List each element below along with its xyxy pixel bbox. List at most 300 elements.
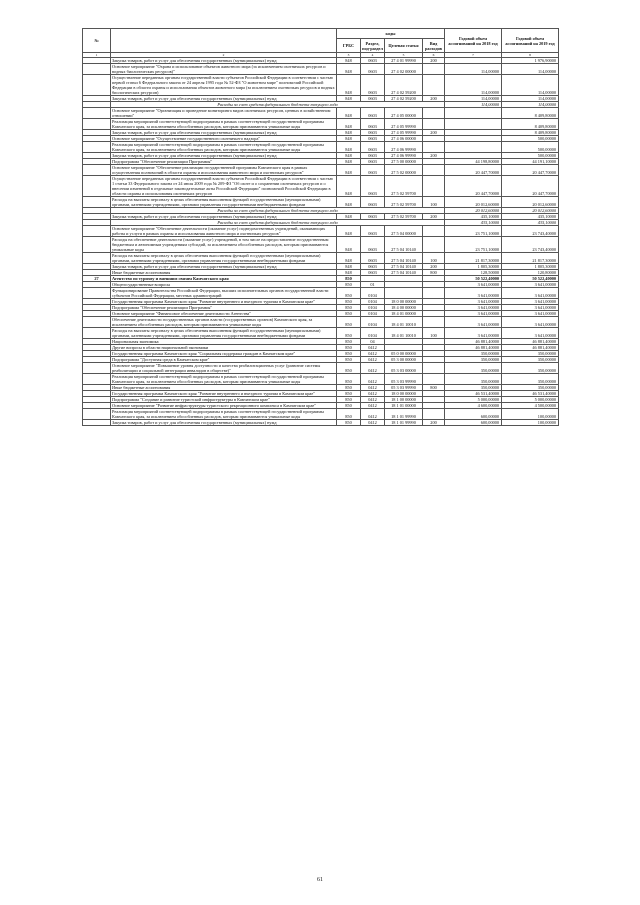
cell-year-2019: 20 447,70000 xyxy=(502,176,559,197)
table-row xyxy=(83,64,559,75)
cell-name: Государственная программа Камчатского края "Развитие внутреннего и въездного туризма в Камчатском крае" xyxy=(111,299,337,305)
column-index: 2 xyxy=(111,53,337,58)
cell-grbs: 848 xyxy=(337,264,361,270)
cell-csr: 27 4 05 99990 xyxy=(385,130,423,136)
cell-razdel: 0603 xyxy=(361,214,385,220)
cell-csr: 27 5 04 10140 xyxy=(385,237,423,253)
cell-year-2019: 46 881,40000 xyxy=(502,339,559,345)
cell-name: Государственная программа Камчатского края "Социальная поддержка граждан в Камчатском крае" xyxy=(111,351,337,357)
cell-grbs: 848 xyxy=(337,136,361,142)
cell-vr: 100 xyxy=(423,253,445,264)
cell-razdel: 0412 xyxy=(361,403,385,409)
cell-name: Закупка товаров, работ и услуг для обеспечения государственных (муниципальных) нужд xyxy=(111,96,337,102)
cell-year-2019: 44 191,10000 xyxy=(502,159,559,165)
cell-grbs: 848 xyxy=(337,176,361,197)
cell-razdel: 0603 xyxy=(361,226,385,237)
cell-year-2018: 600,00000 xyxy=(445,420,502,426)
cell-grbs: 850 xyxy=(337,374,361,385)
cell-year-2019: 500,00000 xyxy=(502,142,559,153)
cell-year-2018: 3 641,00000 xyxy=(445,328,502,339)
cell-vr xyxy=(423,75,445,96)
cell-grbs: 848 xyxy=(337,96,361,102)
cell-source-note: Расходы за счет средств федерального бюджета текущего года xyxy=(111,208,445,214)
cell-num xyxy=(83,409,111,420)
table-row xyxy=(83,317,559,328)
cell-name: Основное мероприятие "Охрана и использование объектов животного мира (за исключением охотничьих ресурсов и водных биологических ресурсов)" xyxy=(111,64,337,75)
cell-year-2018: 350,00000 xyxy=(445,351,502,357)
cell-name: Другие вопросы в области национальной экономики xyxy=(111,345,337,351)
cell-year-2019: 120,80000 xyxy=(502,270,559,276)
cell-year-2019: 46 531,40000 xyxy=(502,391,559,397)
header-name xyxy=(111,29,337,53)
cell-year-2018: 350,00000 xyxy=(445,357,502,363)
cell-vr: 800 xyxy=(423,385,445,391)
cell-vr: 200 xyxy=(423,58,445,64)
cell-year-2018: 3 641,00000 xyxy=(445,282,502,288)
cell-csr: 05 3 03 99990 xyxy=(385,374,423,385)
cell-num xyxy=(83,317,111,328)
cell-year-2019: 350,00000 xyxy=(502,374,559,385)
cell-name: Агентство по туризму и внешним связям Камчатского края xyxy=(111,276,337,282)
cell-year-2019: 3 641,00000 xyxy=(502,288,559,299)
cell-year-2018: 3 641,00000 xyxy=(445,299,502,305)
cell-grbs: 850 xyxy=(337,276,361,282)
cell-grbs: 848 xyxy=(337,142,361,153)
cell-year-2018: 44 198,80000 xyxy=(445,159,502,165)
cell-year-2019: 435,10000 xyxy=(502,214,559,220)
cell-name: Осуществление переданных органам государственной власти субъектов Российской Федерации в соответствии с частью первой статьи 6 Федерального закона от 24 апреля 1995 года № 52-ФЗ "О животном мире" полномочий Российской Федерации в области охраны и использования объектов животного мира (за исключением охотничьих ресурсов и водных биологических ресурсов) xyxy=(112,75,335,95)
cell-grbs: 848 xyxy=(337,64,361,75)
column-index: 6 xyxy=(423,53,445,58)
cell-razdel: 0104 xyxy=(361,317,385,328)
cell-year-2018: 114,00000 xyxy=(445,102,502,108)
cell-grbs: 850 xyxy=(337,391,361,397)
cell-year-2019: 3 641,00000 xyxy=(502,299,559,305)
cell-grbs: 848 xyxy=(337,270,361,276)
cell-razdel: 0412 xyxy=(361,420,385,426)
cell-year-2018: 114,00000 xyxy=(445,64,502,75)
cell-razdel: 01 xyxy=(361,282,385,288)
cell-year-2019: 1 805,30000 xyxy=(502,264,559,270)
cell-name: Реализация мероприятий соответствующей подпрограммы в рамках соответствующей государственной программы Камчатского края, за исключением обособленных расходов, которым присваиваются уникальные коды xyxy=(111,374,337,385)
cell-grbs: 850 xyxy=(337,363,361,374)
cell-year-2019: 3 641,00000 xyxy=(502,282,559,288)
cell-year-2019: 3 641,00000 xyxy=(502,317,559,328)
cell-name: Основное мероприятие "Повышение уровня доступности и качества реабилитационных услуг (развитие системы реабилитации и социальной интеграции инвалидов в обществе)" xyxy=(111,363,337,374)
cell-year-2019: 20 012,60000 xyxy=(502,197,559,208)
table-row xyxy=(83,197,559,208)
cell-num xyxy=(83,253,111,264)
cell-year-2019: 8 409,80000 xyxy=(502,119,559,130)
cell-name: Подпрограмма "Обеспечение реализации Программы" xyxy=(111,159,337,165)
cell-name: Реализация мероприятий соответствующей подпрограммы в рамках соответствующей государственной программы Камчатского края, за исключением обособленных расходов, которым присваиваются уникальные коды xyxy=(111,119,337,130)
cell-razdel: 0603 xyxy=(361,130,385,136)
cell-csr: 27 5 04 10140 xyxy=(385,264,423,270)
cell-grbs: 850 xyxy=(337,317,361,328)
cell-year-2019: 500,00000 xyxy=(502,136,559,142)
cell-name: Закупка товаров, работ и услуг для обеспечения государственных (муниципальных) нужд xyxy=(111,130,337,136)
cell-name: Государственная программа Камчатского края "Развитие внутреннего и въездного туризма в Камчатском крае" xyxy=(111,391,337,397)
cell-razdel: 0104 xyxy=(361,288,385,299)
table-body xyxy=(83,29,559,426)
cell-year-2019: 350,00000 xyxy=(502,357,559,363)
cell-year-2019: 435,10000 xyxy=(502,220,559,226)
header-row-codes xyxy=(83,29,559,39)
cell-name: Обеспечение деятельности государственных органов власти (государственных органов) Камчатского края, за исключением обособленных расходов, которым присваиваются уникальные коды xyxy=(111,317,337,328)
cell-vr: 200 xyxy=(423,153,445,159)
cell-grbs: 848 xyxy=(337,153,361,159)
cell-csr: 18 4 00 00000 xyxy=(385,305,423,311)
cell-vr xyxy=(423,108,445,119)
cell-razdel: 0412 xyxy=(361,374,385,385)
cell-year-2019: 50 522,40000 xyxy=(502,276,559,282)
cell-razdel: 0603 xyxy=(361,264,385,270)
cell-razdel: 0603 xyxy=(361,136,385,142)
cell-vr xyxy=(423,119,445,130)
cell-csr: 27 4 06 99990 xyxy=(385,153,423,159)
cell-year-2019: 5 000,00000 xyxy=(502,397,559,403)
cell-num xyxy=(83,237,111,253)
cell-grbs: 850 xyxy=(337,357,361,363)
cell-source-note: Расходы за счет средств федерального бюджета текущего года xyxy=(111,102,445,108)
cell-num xyxy=(83,420,111,426)
cell-name: Расходы на обеспечение деятельности (оказание услуг) учреждений, в том числе на предоставление государственным бюджетным и автономным учреждениям субсидий, за исключением обособленных расходов, которым присваиваются уникальные коды xyxy=(111,237,337,253)
cell-csr: 18 4 01 10010 xyxy=(385,317,423,328)
cell-year-2018: 435,10000 xyxy=(445,214,502,220)
cell-grbs: 850 xyxy=(337,420,361,426)
cell-year-2019: 100,00000 xyxy=(502,420,559,426)
cell-csr: 18 1 00 00000 xyxy=(385,397,423,403)
cell-vr: 200 xyxy=(423,130,445,136)
cell-year-2018: 5 000,00000 xyxy=(445,397,502,403)
cell-year-2018: 128,50000 xyxy=(445,270,502,276)
column-index: 1 xyxy=(83,53,111,58)
cell-grbs: 850 xyxy=(337,345,361,351)
cell-name: Расходы на выплаты персоналу в целях обеспечения выполнения функций государственными (муниципальными) органами, казенными учреждениями, органами управления государственными внебюджетными фондами xyxy=(111,253,337,264)
cell-vr xyxy=(423,363,445,374)
cell-vr xyxy=(423,288,445,299)
cell-name: Подпрограмма "Обеспечение реализации Программы" xyxy=(111,305,337,311)
cell-razdel: 0603 xyxy=(361,176,385,197)
cell-name: Расходы на выплаты персоналу в целях обеспечения выполнения функций государственными (муниципальными) органами, казенными учреждениями, органами управления государственными внебюджетными фондами xyxy=(111,197,337,208)
cell-year-2019: 8 409,80000 xyxy=(502,108,559,119)
budget-table-sheet xyxy=(82,28,558,426)
cell-razdel: 0603 xyxy=(361,165,385,176)
cell-grbs: 848 xyxy=(337,226,361,237)
cell-csr: 27 5 02 59700 xyxy=(385,197,423,208)
cell-vr: 200 xyxy=(423,420,445,426)
cell-year-2018: 3 641,00000 xyxy=(445,305,502,311)
cell-vr: 200 xyxy=(423,96,445,102)
cell-grbs: 850 xyxy=(337,339,361,345)
cell-year-2018: 23 751,10000 xyxy=(445,226,502,237)
cell-num xyxy=(83,119,111,130)
cell-name: Основное мероприятие "Осуществление государственного охотничьего надзора" xyxy=(111,136,337,142)
cell-year-2019: 3 641,00000 xyxy=(502,328,559,339)
cell-csr: 05 3 00 00000 xyxy=(385,357,423,363)
cell-year-2018: 3 641,00000 xyxy=(445,311,502,317)
cell-grbs: 848 xyxy=(337,237,361,253)
header-csr: Целевая статья xyxy=(385,39,423,53)
cell-csr: 27 5 00 00000 xyxy=(385,159,423,165)
cell-year-2018: 4 600,00000 xyxy=(445,403,502,409)
cell-razdel: 0412 xyxy=(361,409,385,420)
cell-year-2018: 350,00000 xyxy=(445,363,502,374)
cell-grbs: 850 xyxy=(337,328,361,339)
header-grbs: ГРБС xyxy=(337,39,361,53)
cell-csr: 18 1 01 99990 xyxy=(385,420,423,426)
cell-name: Иные бюджетные ассигнования xyxy=(111,385,337,391)
cell-year-2018: 600,00000 xyxy=(445,409,502,420)
cell-razdel: 0104 xyxy=(361,311,385,317)
header-codes: коды xyxy=(337,29,445,39)
cell-name: Подпрограмма "Создание и развитие туристской инфраструктуры в Камчатском крае" xyxy=(111,397,337,403)
cell-vr xyxy=(423,165,445,176)
cell-year-2018: 435,10000 xyxy=(445,220,502,226)
cell-name: Национальная экономика xyxy=(111,339,337,345)
cell-csr: 27 5 04 10140 xyxy=(385,270,423,276)
header-year-2018: Годовой объем ассигнований на 2018 год xyxy=(445,29,502,53)
cell-year-2018: 20 447,70000 xyxy=(445,165,502,176)
cell-razdel: 0412 xyxy=(361,397,385,403)
cell-razdel: 0104 xyxy=(361,328,385,339)
table-row xyxy=(83,237,559,253)
table-row xyxy=(83,328,559,339)
cell-razdel: 0603 xyxy=(361,253,385,264)
table-row xyxy=(83,253,559,264)
cell-name: Закупка товаров, работ и услуг для обеспечения государственных (муниципальных) нужд xyxy=(111,420,337,426)
column-index: 7 xyxy=(445,53,502,58)
cell-year-2018: 350,00000 xyxy=(445,385,502,391)
cell-vr xyxy=(423,142,445,153)
cell-num: 27 xyxy=(83,276,111,282)
cell-year-2019: 114,00000 xyxy=(502,102,559,108)
cell-grbs: 848 xyxy=(337,214,361,220)
cell-year-2019: 20 012,60000 xyxy=(502,208,559,214)
header-num: № xyxy=(83,29,111,53)
cell-razdel: 04 xyxy=(361,339,385,345)
cell-grbs: 848 xyxy=(337,75,361,96)
cell-year-2018: 20 447,70000 xyxy=(445,176,502,197)
cell-name: Закупка товаров, работ и услуг для обеспечения государственных (муниципальных) нужд xyxy=(111,153,337,159)
cell-razdel: 0603 xyxy=(361,96,385,102)
cell-csr: 27 5 04 10140 xyxy=(385,253,423,264)
cell-grbs: 848 xyxy=(337,119,361,130)
cell-year-2018: 20 012,60000 xyxy=(445,208,502,214)
cell-grbs: 848 xyxy=(337,165,361,176)
cell-razdel: 0603 xyxy=(361,108,385,119)
cell-name: Функционирование Правительства Российской Федерации, высших исполнительных органов государственной власти субъектов Российской Федерации, местных администраций xyxy=(111,288,337,299)
cell-csr: 27 4 06 00000 xyxy=(385,136,423,142)
cell-source-note: Расходы за счет средств федерального бюджета текущего года xyxy=(111,220,445,226)
cell-csr: 27 5 02 59700 xyxy=(385,214,423,220)
header-year-2019: Годовой объем ассигнований на 2019 год xyxy=(502,29,559,53)
cell-razdel: 0603 xyxy=(361,153,385,159)
cell-year-2019: 114,00000 xyxy=(502,64,559,75)
cell-razdel: 0603 xyxy=(361,64,385,75)
cell-num xyxy=(83,75,111,96)
cell-year-2018 xyxy=(445,108,502,119)
cell-csr: 27 4 05 00000 xyxy=(385,108,423,119)
cell-num xyxy=(83,108,111,119)
cell-csr: 27 4 06 99990 xyxy=(385,142,423,153)
cell-num xyxy=(83,176,111,197)
cell-vr xyxy=(423,176,445,197)
cell-grbs: 848 xyxy=(337,253,361,264)
cell-vr: 100 xyxy=(423,197,445,208)
cell-vr: 800 xyxy=(423,270,445,276)
table-row xyxy=(83,165,559,176)
cell-name: Реализация мероприятий соответствующей подпрограммы в рамках соответствующей государственной программы Камчатского края, за исключением обособленных расходов, которым присваиваются уникальные коды xyxy=(111,142,337,153)
column-index: 8 xyxy=(502,53,559,58)
cell-num xyxy=(83,288,111,299)
budget-table xyxy=(82,28,559,426)
cell-csr: 27 4 02 59200 xyxy=(385,75,423,96)
cell-razdel: 0603 xyxy=(361,142,385,153)
cell-year-2019: 3 641,00000 xyxy=(502,311,559,317)
cell-year-2019: 20 447,70000 xyxy=(502,165,559,176)
cell-year-2018: 46 881,40000 xyxy=(445,345,502,351)
cell-year-2018: 114,00000 xyxy=(445,96,502,102)
table-row xyxy=(83,142,559,153)
cell-razdel: 0412 xyxy=(361,391,385,397)
cell-razdel: 0104 xyxy=(361,305,385,311)
cell-vr: 200 xyxy=(423,264,445,270)
cell-year-2019: 4 500,00000 xyxy=(502,403,559,409)
cell-year-2018: 21 817,30000 xyxy=(445,253,502,264)
table-row xyxy=(83,363,559,374)
cell-csr: 27 4 01 99990 xyxy=(385,58,423,64)
cell-year-2019: 500,00000 xyxy=(502,153,559,159)
cell-name: Основное мероприятие "Финансовое обеспечение деятельности Агентства" xyxy=(111,311,337,317)
cell-csr: 27 4 02 59200 xyxy=(385,96,423,102)
cell-grbs: 850 xyxy=(337,351,361,357)
cell-name: Общегосударственные вопросы xyxy=(111,282,337,288)
cell-csr: 18 4 01 10010 xyxy=(385,328,423,339)
cell-num xyxy=(83,363,111,374)
cell-year-2019: 100,00000 xyxy=(502,409,559,420)
cell-razdel: 0412 xyxy=(361,363,385,374)
table-row xyxy=(83,409,559,420)
cell-razdel: 0412 xyxy=(361,385,385,391)
cell-grbs: 848 xyxy=(337,108,361,119)
cell-year-2018: 46 531,40000 xyxy=(445,391,502,397)
cell-name: Основное мероприятие "Обеспечение реализации государственной программы Камчатского края в рамках осуществления полномочий в области охраны и использования животного мира и охотничьих ресурсов" xyxy=(111,165,337,176)
cell-num xyxy=(83,64,111,75)
cell-year-2019: 46 881,40000 xyxy=(502,345,559,351)
cell-razdel: 0412 xyxy=(361,357,385,363)
cell-name: Закупка товаров, работ и услуг для обеспечения государственных (муниципальных) нужд xyxy=(111,58,337,64)
table-row xyxy=(83,75,559,96)
cell-csr: 18 1 01 99990 xyxy=(385,409,423,420)
cell-csr: 05 0 00 00000 xyxy=(385,351,423,357)
cell-vr xyxy=(423,237,445,253)
cell-grbs: 850 xyxy=(337,397,361,403)
cell-year-2018: 114,00000 xyxy=(445,75,502,96)
cell-grbs: 850 xyxy=(337,299,361,305)
table-row xyxy=(83,420,559,426)
cell-num xyxy=(83,226,111,237)
cell-csr: 18 0 00 00000 xyxy=(385,299,423,305)
cell-vr xyxy=(423,226,445,237)
cell-grbs: 850 xyxy=(337,385,361,391)
table-row xyxy=(83,176,559,197)
cell-razdel: 0104 xyxy=(361,299,385,305)
cell-year-2019: 350,00000 xyxy=(502,385,559,391)
cell-razdel: 0603 xyxy=(361,197,385,208)
cell-vr: 200 xyxy=(423,214,445,220)
cell-name: Иные бюджетные ассигнования xyxy=(111,270,337,276)
cell-csr xyxy=(385,288,423,299)
cell-year-2018: 350,00000 xyxy=(445,374,502,385)
cell-csr: 27 5 04 00000 xyxy=(385,226,423,237)
cell-vr xyxy=(423,409,445,420)
cell-year-2018: 23 751,10000 xyxy=(445,237,502,253)
cell-year-2018 xyxy=(445,142,502,153)
cell-year-2019: 114,00000 xyxy=(502,96,559,102)
column-index: 5 xyxy=(385,53,423,58)
cell-name: Реализация мероприятий соответствующей подпрограммы в рамках соответствующей государственной программы Камчатского края, за исключением обособленных расходов, которым присваиваются уникальные коды xyxy=(111,409,337,420)
table-row xyxy=(83,374,559,385)
cell-year-2018: 3 641,00000 xyxy=(445,288,502,299)
cell-name: Основное мероприятие "Обеспечение деятельности (оказание услуг) подведомственных учреждений, оказывающих работы и услуги в рамках охраны и использования животного мира и охотничьих ресурсов" xyxy=(111,226,337,237)
cell-name: Осуществление переданных органам государственной власти субъектов Российской Федерации в соответствии с частью 1 статьи 33 Федерального закона от 24 июля 2009 года № 209-ФЗ "Об охоте и о сохранении охотничьих ресурсов и о внесении изменений в отдельные законодательные акты Российской Федерации" полномочий Российской Федерации в области охраны и использования охотничьих ресурсов xyxy=(111,176,337,197)
cell-year-2019: 350,00000 xyxy=(502,351,559,357)
cell-year-2019: 350,00000 xyxy=(502,363,559,374)
cell-num xyxy=(83,165,111,176)
cell-year-2018: 20 012,60000 xyxy=(445,197,502,208)
cell-csr: 27 4 02 00000 xyxy=(385,64,423,75)
cell-razdel: 0603 xyxy=(361,75,385,96)
page-number: 61 xyxy=(317,877,323,883)
column-index: 3 xyxy=(337,53,361,58)
cell-vr: 100 xyxy=(423,328,445,339)
column-index: 4 xyxy=(361,53,385,58)
cell-grbs: 850 xyxy=(337,403,361,409)
cell-razdel: 0603 xyxy=(361,270,385,276)
cell-grbs: 850 xyxy=(337,409,361,420)
table-row xyxy=(83,226,559,237)
cell-vr xyxy=(423,317,445,328)
header-vr: Вид расходов xyxy=(423,39,445,53)
cell-grbs: 848 xyxy=(337,130,361,136)
cell-vr xyxy=(423,374,445,385)
cell-year-2019: 114,00000 xyxy=(502,75,559,96)
cell-csr: 18 4 01 00000 xyxy=(385,311,423,317)
cell-name: Основное мероприятие "Организация и проведение мониторинга видов охотничьих ресурсов, ценных в хозяйственном отношении" xyxy=(111,108,337,119)
cell-razdel: 0603 xyxy=(361,159,385,165)
cell-num xyxy=(83,142,111,153)
cell-razdel: 0412 xyxy=(361,345,385,351)
cell-year-2018: 46 881,40000 xyxy=(445,339,502,345)
table-row xyxy=(83,119,559,130)
table-row xyxy=(83,108,559,119)
cell-vr xyxy=(423,64,445,75)
cell-grbs: 848 xyxy=(337,197,361,208)
cell-year-2018: 3 641,00000 xyxy=(445,317,502,328)
table-row xyxy=(83,288,559,299)
cell-csr: 27 5 02 59700 xyxy=(385,176,423,197)
header-razdel: Раздел, под-раздел xyxy=(362,40,383,51)
cell-grbs: 848 xyxy=(337,159,361,165)
cell-csr: 27 5 02 00000 xyxy=(385,165,423,176)
cell-year-2019: 1 976,90000 xyxy=(502,58,559,64)
cell-year-2019: 8 409,80000 xyxy=(502,130,559,136)
cell-name: Подпрограмма "Доступная среда в Камчатском крае" xyxy=(111,357,337,363)
cell-razdel: 0603 xyxy=(361,58,385,64)
cell-grbs: 850 xyxy=(337,288,361,299)
cell-grbs: 850 xyxy=(337,305,361,311)
